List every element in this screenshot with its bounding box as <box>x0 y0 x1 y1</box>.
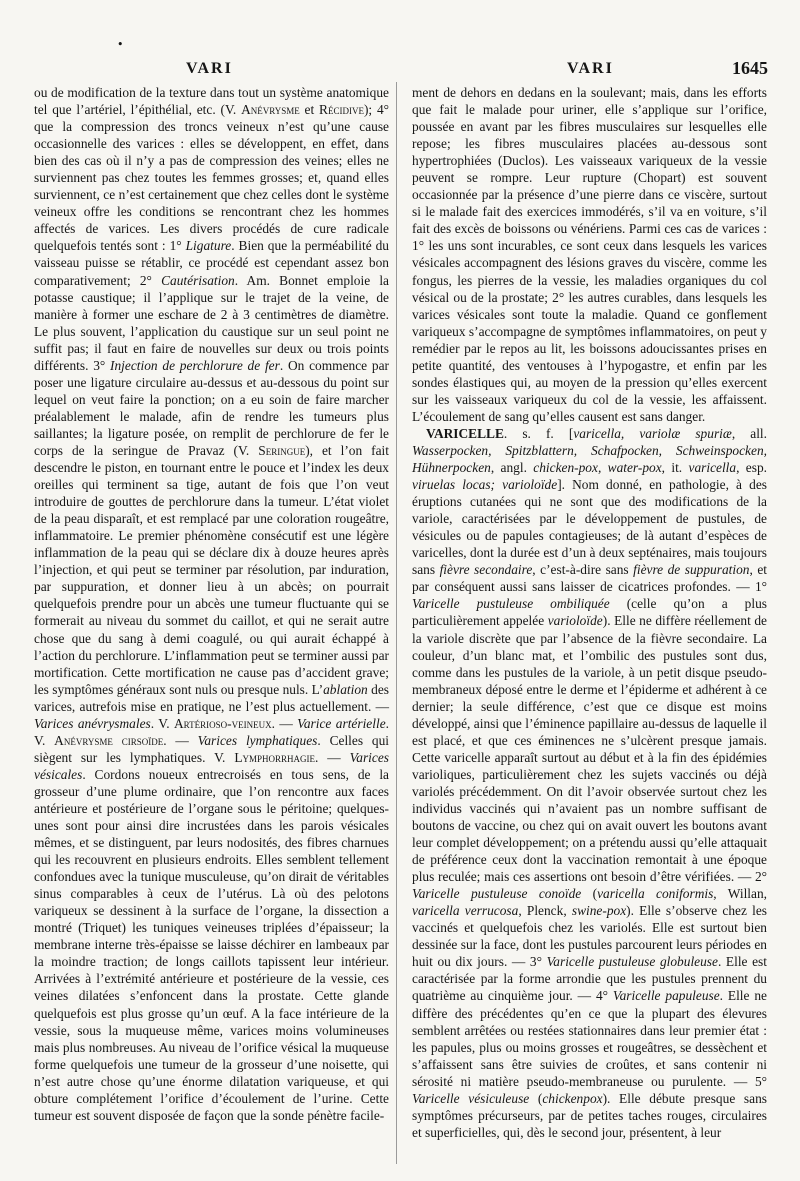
text-run: , it. <box>661 460 689 476</box>
italic-run: Cautérisation <box>161 272 235 288</box>
italic-run: varicella <box>688 460 737 476</box>
italic-run: varicella coniformis <box>597 886 714 902</box>
text-run: . V. <box>34 715 389 748</box>
italic-run: varicella verrucosa <box>412 903 519 919</box>
text-run: (celle qu’on a plus particulièrement appelée <box>412 596 767 629</box>
italic-run: Varices vésicales <box>34 749 389 782</box>
text-run: . Bien que la perméabilité du vaisseau puisse se rétablir, ce procédé est cependant assez bon comparativement; 2° <box>34 238 389 288</box>
text-run: , et par conséquent aussi sans laisser de cicatrices profondes. — 1° <box>412 562 767 595</box>
text-run: . — <box>163 732 198 748</box>
italic-run: Injection de perchlorure de fer <box>110 357 280 373</box>
text-run: . On commence par poser une ligature circulaire au-dessus et au-dessous du point sur lequel on veut faire la ponction; on a eu soin de faire marcher préalablement le malade, afin de rendre les tumeurs plus saillantes; la ligature posée, on remplit de perchlorure de fer le corps de la seringue de Pravaz (V. <box>34 357 389 458</box>
text-run: . Elle ne diffère des précédentes qu’en ce que la plupart des élevures semblent arrêtées ou restées stationnaires dans leur premier état : les papules, plus ou moins grosses et rougeâtres, se dessèchent et s’affaissent sans être suivies de croûtes, et sans contenir ni sérosité ni matière pseudo-membraneuse ou purulente. — 5° <box>412 988 767 1089</box>
text-run: , angl. <box>490 460 534 476</box>
italic-run: fièvre de suppuration <box>633 562 750 578</box>
text-run: . V. <box>150 715 174 731</box>
italic-run: Wasserpocken, Spitzblattern, Schafpocken, Schweinspocken, Hühnerpocken <box>412 442 767 476</box>
italic-run: Varice artérielle <box>297 715 386 731</box>
right-column-paragraph-continuation <box>412 84 767 425</box>
italic-run: Varicelle pustuleuse globuleuse <box>546 954 718 970</box>
text-run: . Elle est caractérisée par la forme arrondie que les pustules prennent du quatrième au cinquième jour. — 4° <box>412 954 767 1004</box>
text-run: ). Elle ne diffère réellement de la variole discrète que par l’absence de la fièvre secondaire. La couleur, d’un blanc mat, et l’ombilic des pustules sont dus, comme dans les pustules de la variole, à un petit disque pseudo-membraneux déposé entre le derme et l’épiderme et adhérent à ce dernier; la seule différence, c’est que ce disque est moins développé, ainsi que l’éminence papillaire au-dessus de laquelle il est placé, et que ces éminences ne s’ulcèrent presque jamais. Cette varicelle apparaît surtout au début et à la fin des épidémies varioliques, particulièrement chez les sujets vaccinés ou déjà variolés précédemment. On dit l’avoir observée surtout chez les individus vaccinés qui n’avaient pas un nombre suffisant de boutons de vaccine, ou chez qui on avait ouvert les boutons avant leur complet développement; on a prétendu aussi qu’elle attaquait de préférence ceux dont la vaccination remontait à une époque plus reculée; mais ces assertions ont besoin d’être vérifiées. — 2° <box>412 613 767 885</box>
italic-run: Varicelle pustuleuse ombiliquée <box>412 596 610 612</box>
text-run: ); 4° que la compression des troncs veineux n’est qu’une cause occasionnelle des varices : elles se développent, en effet, dans bien des cas où il n’y a pas de compression des veines; elles ne surviennent pas chez toutes les femmes grosses; et, quand elles surviennent, ce n’est certainement que chez celles dont le système veineux offre les conditions se rencontrant chez les hommes affectés de varices. Les divers procédés de cure radicale quelquefois tentés sont : 1° <box>34 102 390 254</box>
small-caps-run: Artérioso-veineux <box>173 715 272 731</box>
text-run: , Plenck, <box>518 903 572 919</box>
italic-run: Varicelle vésiculeuse <box>412 1090 530 1106</box>
page-number: 1645 <box>732 58 768 78</box>
page-mark: • <box>117 38 124 51</box>
italic-run: Ligature <box>185 238 232 254</box>
text-run: . s. f. [ <box>503 425 574 441</box>
italic-run: Varices anévrysmales <box>34 715 151 731</box>
right-column <box>412 84 767 1141</box>
small-caps-run: Anévrysme <box>241 102 300 118</box>
text-run: ), et l’on fait descendre le piston, en tournant entre le pouce et l’index les deux oreilles qui terminent sa tige, autant de fois que l’on veut introduire de gouttes de perchlorure dans la tumeur. L’état violet de la peau disparaît, et est remplacé par une coloration rougeâtre, inflammatoire. Le premier phénomène consécutif est une légère inflammation de la peau qui se déclare dix à douze heures après l’injection, et qui peut se terminer par résolution, par induration, par suppuration, et donner lieu à un abcès; on pourrait quelquefois prendre pour un abcès une tumeur fluctuante qui se formerait au niveau du sommet du caillot, et qui ne serait autre chose que du sang à demi coagulé, ou qui aurait échappé à l’action du perchlorure. L’inflammation peut se terminer aussi par mortification. Cette mortification ne cause pas d’accident grave; les symptômes généraux sont nuls ou presque nuls. L’ <box>34 442 389 697</box>
italic-run: Varicelle pustuleuse conoïde <box>412 886 582 902</box>
italic-run: Varicelle papuleuse <box>612 988 720 1004</box>
small-caps-run: Anévrysme cirsoïde <box>54 732 164 748</box>
running-head-right: VARI <box>567 60 614 77</box>
text-run: . Cordons noueux entrecroisés en tous sens, de la grosseur d’une plume ordinaire, que l’on rencontre aux faces antérieure et postérieure de l’organe sous le péritoine; quelques-unes sont pour ainsi dire incrustées dans les parois vésicales mêmes, et se distinguent, par leurs nodosités, des fibres charnues qui les recouvrent en plusieurs endroits. Elles semblent tellement confondues avec la tunique musculeuse, qu’on dirait de véritables sinus comparables à ceux de l’utérus. Là où des pelotons variqueux se dessinent à la surface de l’organe, la dissection a montré (Triquet) les tuniques veineuses triplées d’épaisseur; la membrane interne très-épaisse se laisse déchirer en lambeaux par la moindre traction; de longs caillots tapissent leur intérieur. Arrivées à l’extrémité antérieure et postérieure de la vessie, ces veines dilatées s’enfoncent dans la prostate. Cette glande quelquefois est plus grosse qu’un œuf. A la face intérieure de la vessie, sous la muqueuse même, varices moins volumineuses mais plus nombreuses. Au niveau de l’orifice vésical la muqueuse forme quelquefois une tumeur de la grosseur d’une noisette, qui n’est autre chose qu’une énorme dilatation variqueuse, et qui obture complétement l’orifice d’écoulement de l’urine. Cette tumeur est souvent disposée de façon que la sonde pénètre facile- <box>34 766 389 1123</box>
running-head-left: VARI <box>186 60 233 77</box>
text-run: ). Elle s’observe chez les vaccinés et quelquefois chez les variolés. Elle est surtout bien dessinée sur la face, dont les pustules parcourent leurs périodes en huit ou dix jours. — 3° <box>412 903 767 970</box>
text-run: , esp. <box>736 460 767 476</box>
text-run: . — <box>271 715 298 731</box>
italic-run: varioloïde <box>547 613 603 629</box>
text-run: et <box>299 102 320 118</box>
left-column-text <box>34 84 389 1124</box>
text-run: ( <box>581 886 598 902</box>
text-run: . Celles qui siègent sur les lymphatiques. V. <box>34 732 390 765</box>
text-run: ]. Nom donné, en pathologie, à des éruptions cutanées qui ne sont que des modifications de la variole, caractérisées par le développement de pustules, de vésicules ou de papules contagieuses; de là autant d’espèces de varicelles, dont la durée est d’un à deux septénaires, mais toujours sans <box>412 477 767 578</box>
text-run: des varices, autrefois mise en pratique, ne l’est plus actuellement. — <box>34 681 389 714</box>
left-column <box>34 84 389 1124</box>
text-run: . Am. Bonnet emploie la potasse caustique; il l’applique sur le trajet de la veine, de manière à former une eschare de 2 à 3 centimètres de diamètre. Le plus souvent, l’application du caustique sur un seul point ne suffit pas; il faut en faire de nouvelles sur deux ou trois points différents. 3° <box>34 272 389 373</box>
small-caps-run: Seringue <box>258 442 306 458</box>
entry-varicelle <box>412 425 767 1141</box>
italic-run: chicken-pox, water-pox <box>533 460 662 476</box>
italic-run: varicella, variolæ spuriæ <box>573 425 732 441</box>
text-run: , Willan, <box>713 886 768 902</box>
small-caps-run: Lymphorrhagie <box>234 749 315 765</box>
text-run: , c’est-à-dire sans <box>532 562 634 578</box>
text-run: , all. <box>731 425 767 441</box>
italic-run: ablation <box>323 681 368 697</box>
italic-run: Varices lymphatiques <box>197 732 318 748</box>
text-run: ou de modification de la texture dans tout un système anatomique tel que l’artériel, l’épithélial, etc. (V. <box>34 85 389 118</box>
italic-run: fièvre secondaire <box>439 562 533 578</box>
text-run: ). Elle débute presque sans symptômes précurseurs, par de petites taches rouges, circulaires et superficielles, qui, dès le second jour, présentent, à leur <box>412 1090 767 1140</box>
small-caps-run: Récidive <box>319 102 364 118</box>
text-run: ment de dehors en dedans en la soulevant; mais, dans les efforts que fait le malade pour uriner, elle s’applique sur l’orifice, poussée en avant par les fibres musculaires sur lesquelles elle repose; les fibres musculaires placées au-dessous sont hypertrophiées (Duclos). Les vaisseaux variqueux de la vessie peuvent se rompre. Leur rupture (Chopart) est souvent occasionnée par la présence d’une pierre dans ce viscère, surtout si le malade fait des exercices immodérés, s’il va en voiture, s’il fait des excès de boissons ou vénériens. Parmi ces cas de varices : 1° les uns sont incurables, ce sont ceux dans lesquels les varices vésicales accompagnent des lésions graves du viscère, comme les fongus, les pierres de la vessie, les maladies organiques du col vésical ou de la prostate; 2° les autres curables, dans lesquels les varices vésicales sont toute la maladie. Quand ce gonflement variqueux s’accompagne de symptômes inflammatoires, on peut y remédier par le repos au lit, les boissons adoucissantes prises en petite quantité, des ventouses à l’hypogastre, et enfin par les sondes élastiques qui, au moyen de la pression qu’elles exercent sur les vaisseaux variqueux du col de la vessie, les affaissent. L’écoulement de sang qu’elles causent est sans danger. <box>412 85 767 424</box>
italic-run: viruelas locas; varioloïde <box>412 477 558 493</box>
italic-run: chickenpox <box>542 1090 603 1106</box>
text-run: . — <box>315 749 350 765</box>
column-divider <box>396 82 397 1164</box>
italic-run: swine-pox <box>571 903 627 919</box>
text-run: ( <box>529 1090 543 1106</box>
headword: VARICELLE <box>426 425 504 441</box>
